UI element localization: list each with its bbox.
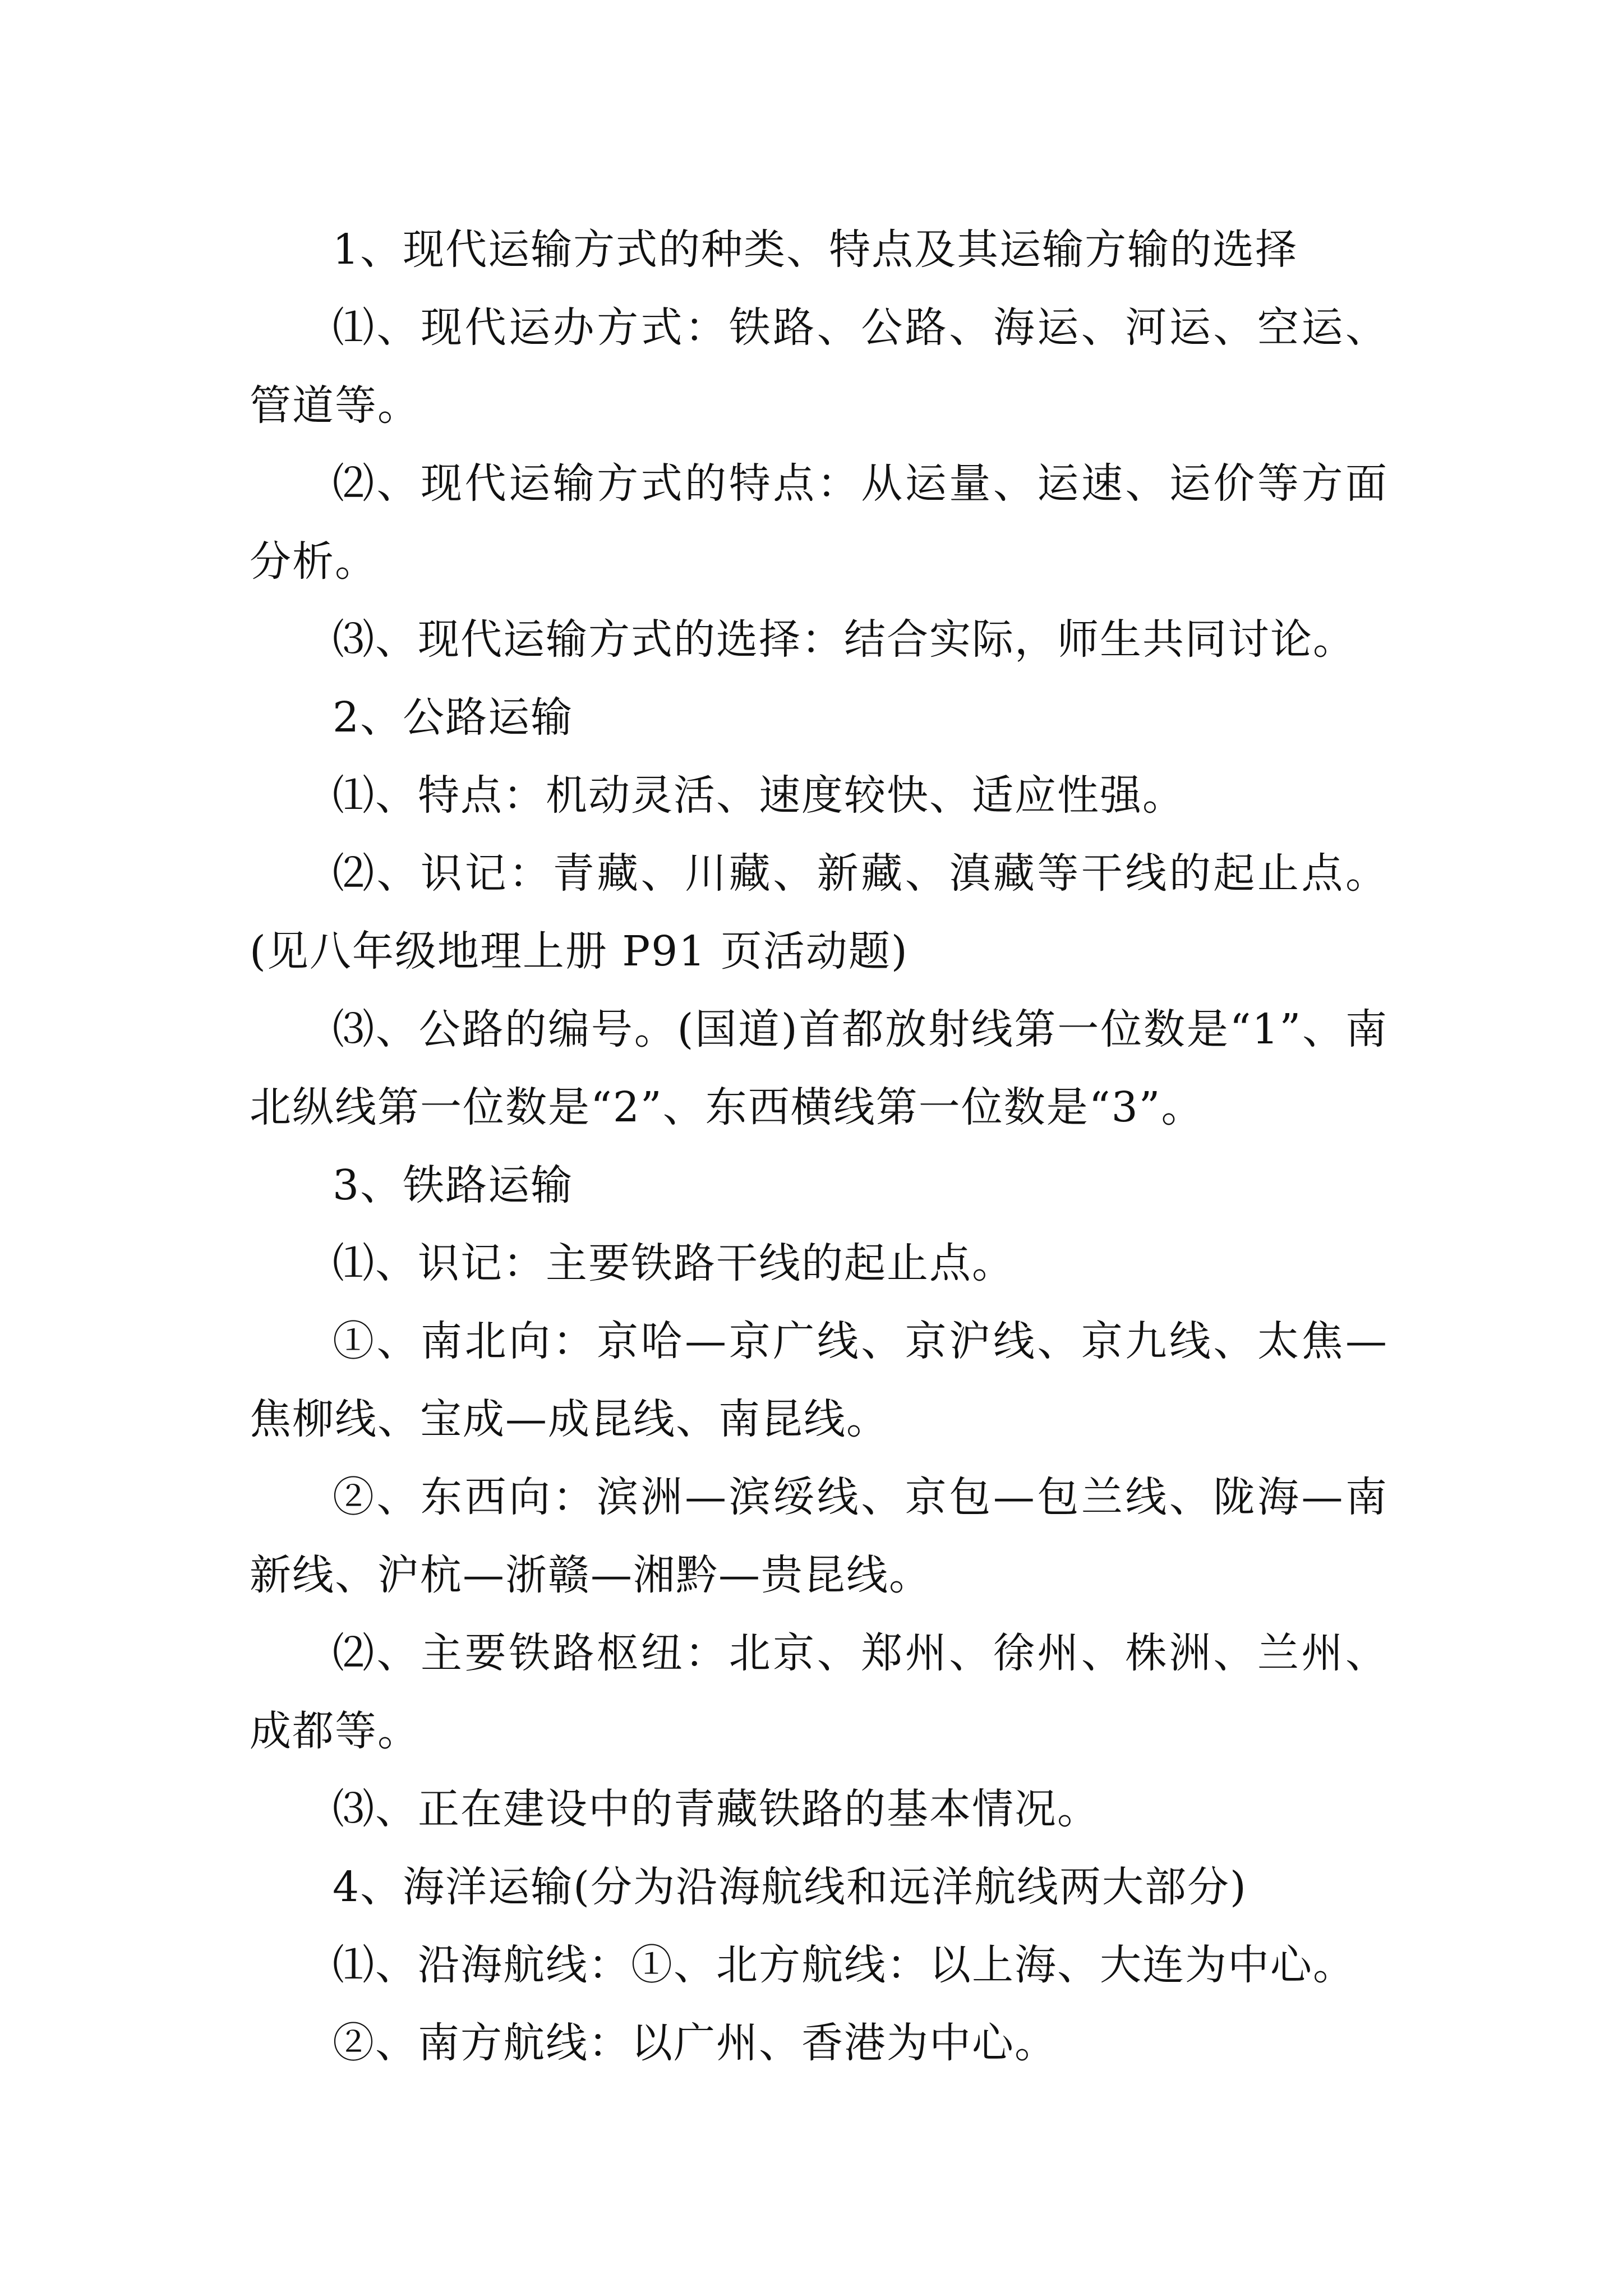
paragraph-mode-characteristics: ⑵、现代运输方式的特点：从运量、运速、运价等方面分析。 (250, 459, 1388, 586)
paragraph-road-numbering: ⑶、公路的编号。(国道)首都放射线第一位数是“1”、南北纵线第一位数是“2”、东西横线第一位数是“3”。 (250, 1005, 1388, 1131)
paragraph-road-heading: 2、公路运输 (333, 693, 574, 742)
document-body (250, 211, 1388, 2082)
paragraph-ocean-heading: 4、海洋运输(分为沿海航线和远洋航线两大部分) (333, 1863, 1247, 1911)
paragraph-modern-modes: ⑴、现代运办方式：铁路、公路、海运、河运、空运、管道等。 (250, 303, 1388, 430)
paragraph-coastal-south: ②、南方航线：以广州、香港为中心。 (333, 2019, 1057, 2067)
paragraph-road-routes: ⑵、识记：青藏、川藏、新藏、滇藏等干线的起止点。(见八年级地理上册 P91 页活动题) (250, 849, 1388, 976)
paragraph-rail-trunk-lines: ⑴、识记：主要铁路干线的起止点。 (333, 1239, 1015, 1287)
paragraph-road-features: ⑴、特点：机动灵活、速度较快、适应性强。 (333, 771, 1185, 820)
paragraph-coastal-north: ⑴、沿海航线：①、北方航线：以上海、大连为中心。 (333, 1941, 1355, 1989)
paragraph-rail-north-south: ①、南北向：京哈—京广线、京沪线、京九线、太焦—焦柳线、宝成—成昆线、南昆线。 (250, 1317, 1388, 1443)
paragraph-rail-hubs: ⑵、主要铁路枢纽：北京、郑州、徐州、株洲、兰州、成都等。 (250, 1629, 1388, 1755)
paragraph-mode-selection: ⑶、现代运输方式的选择：结合实际，师生共同讨论。 (333, 615, 1355, 664)
paragraph-transport-modes-heading: 1、现代运输方式的种类、特点及其运输方输的选择 (333, 226, 1298, 274)
paragraph-qinghai-tibet-railway: ⑶、正在建设中的青藏铁路的基本情况。 (333, 1785, 1100, 1833)
paragraph-rail-heading: 3、铁路运输 (333, 1161, 574, 1209)
paragraph-rail-east-west: ②、东西向：滨洲—滨绥线、京包—包兰线、陇海—南新线、沪杭—浙赣—湘黔—贵昆线。 (250, 1473, 1388, 1599)
